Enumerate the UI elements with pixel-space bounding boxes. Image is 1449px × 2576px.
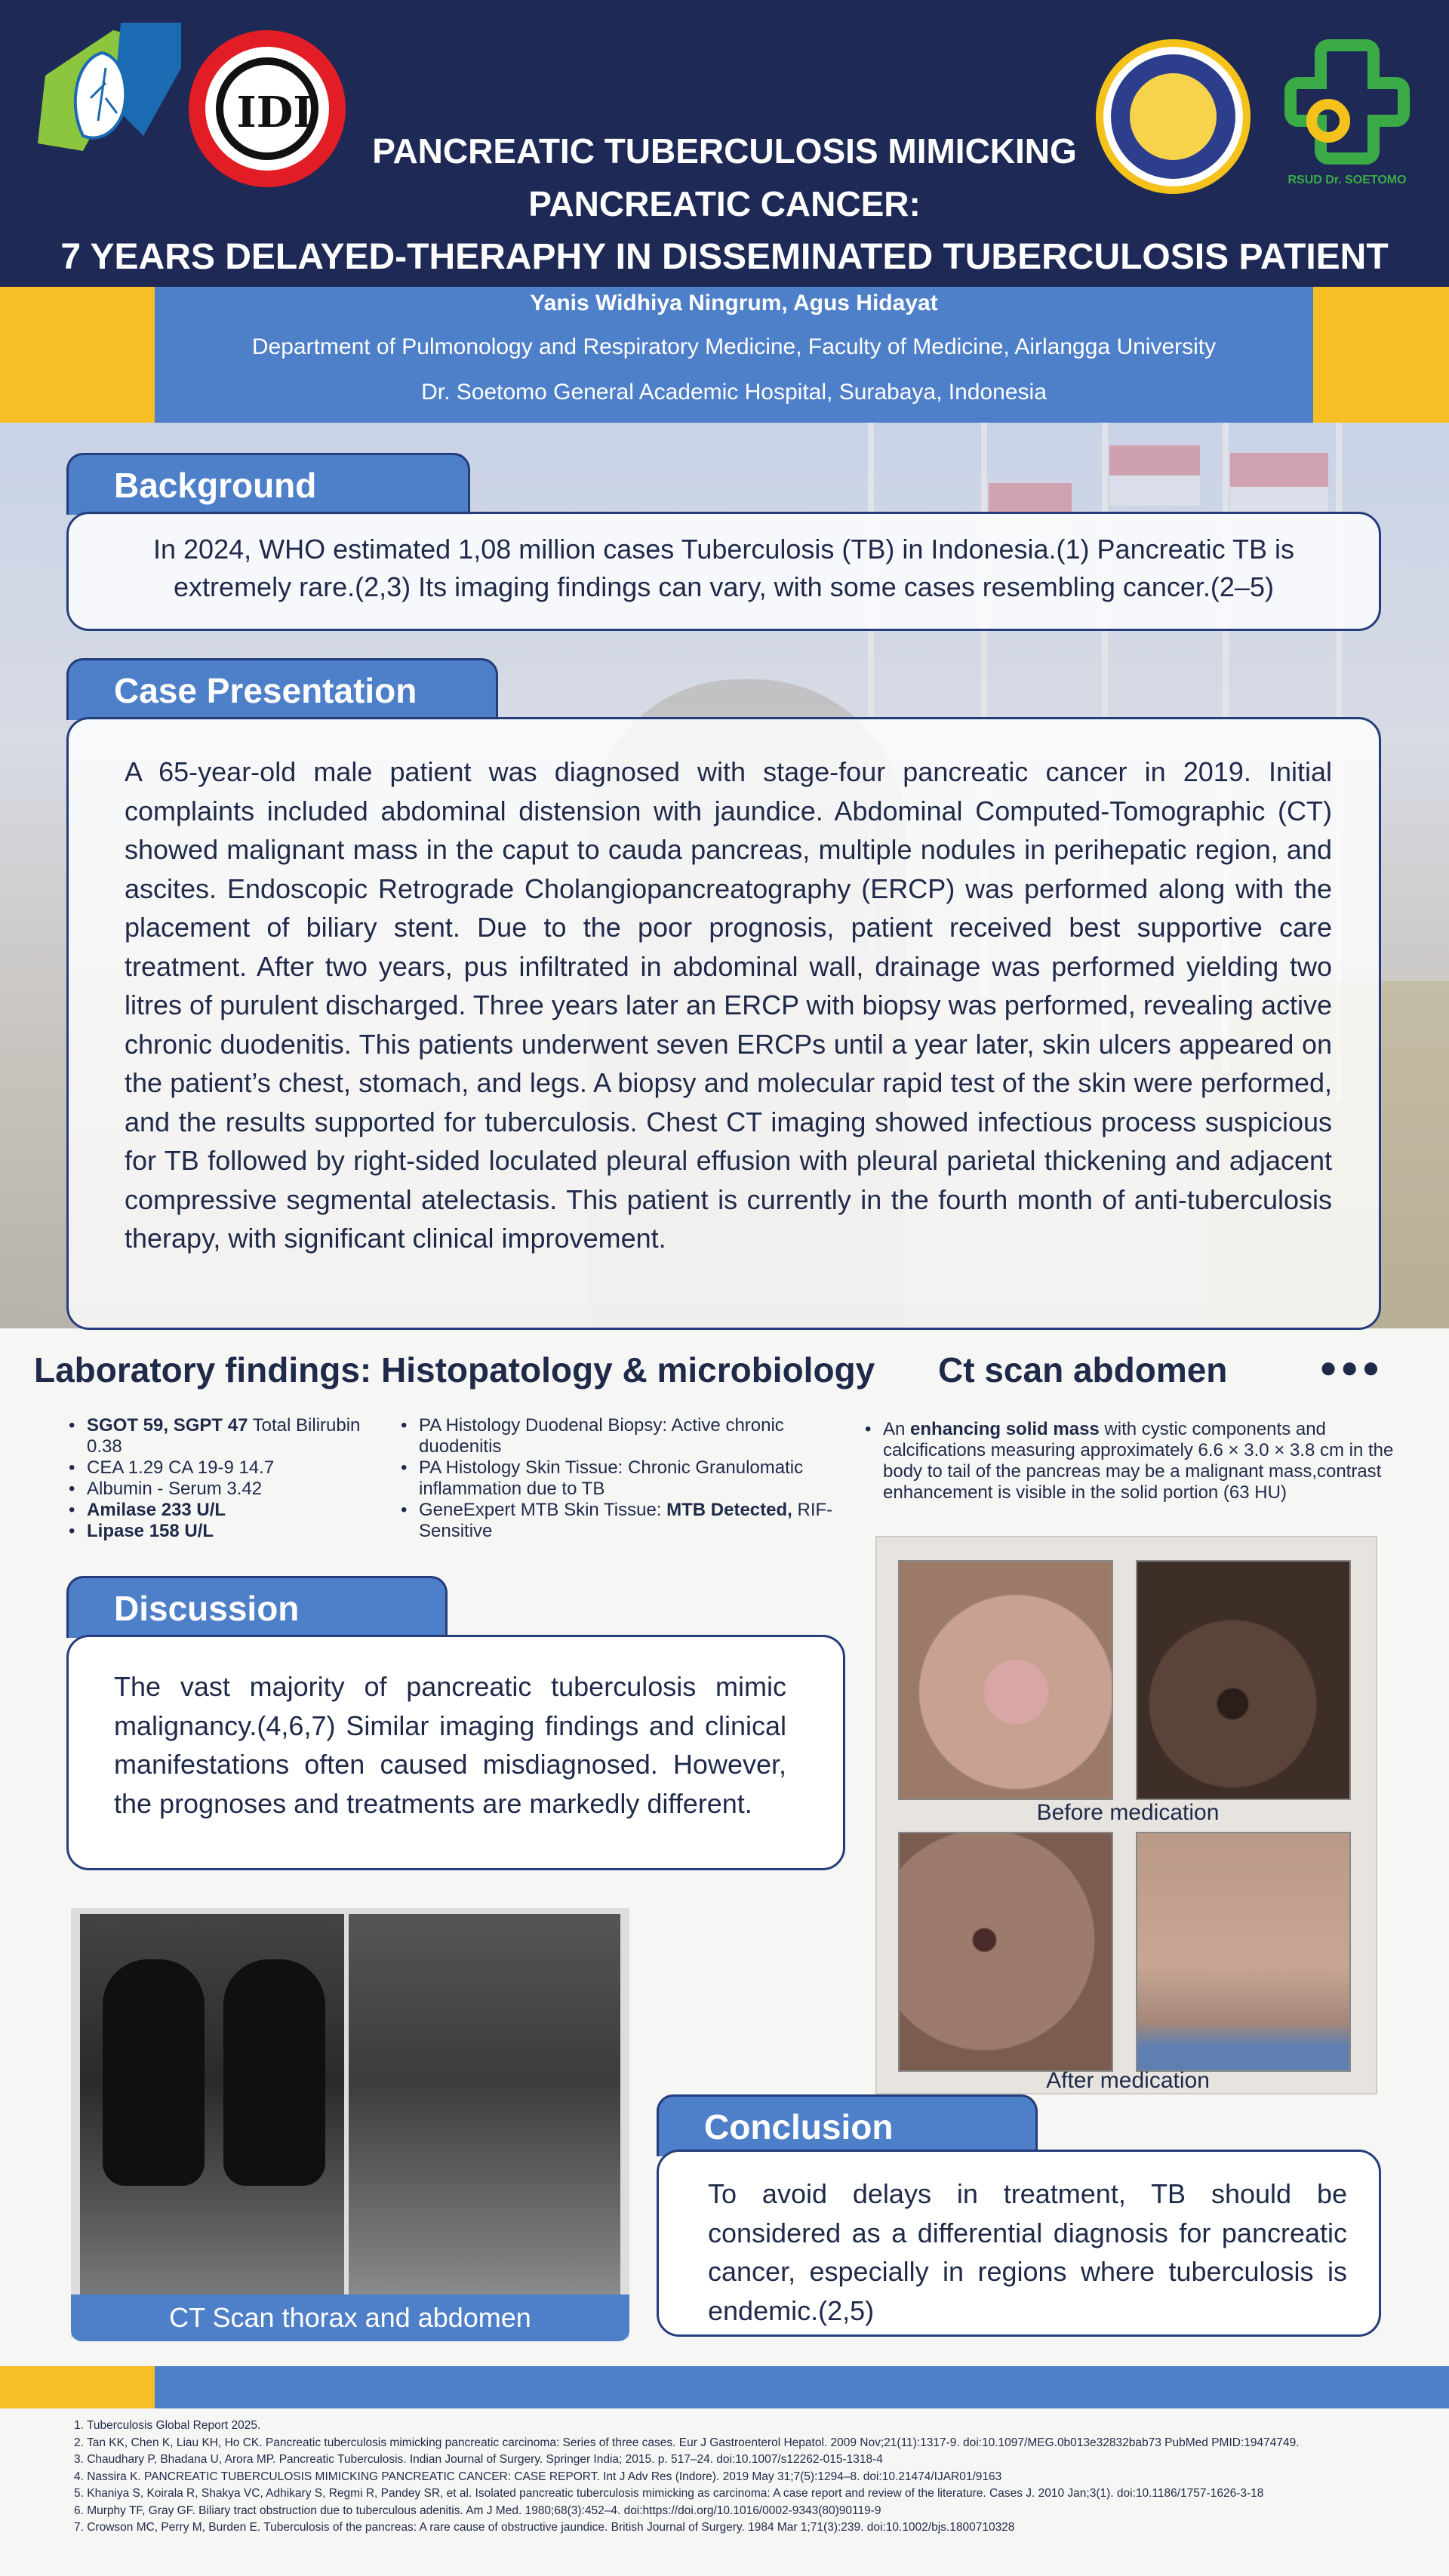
- ct-text: with cystic components and calcifications measuring approximately 6.6 × 3.0 × 3.8 cm in the body to tail of the pancreas may be a malignant mass,contrast enhancement is visible in the solid portion (63 HU): [883, 1419, 1394, 1503]
- photo-after-2: [1136, 1832, 1351, 2072]
- ct-thorax-image: [80, 1914, 344, 2331]
- header-yellow-band-left: [0, 287, 155, 423]
- footer-blue-band: [155, 2366, 1449, 2408]
- affiliation-hospital: Dr. Soetomo General Academic Hospital, Surabaya, Indonesia: [421, 380, 1047, 405]
- reference-item: 4. Nassira K. PANCREATIC TUBERCULOSIS MIMICKING PANCREATIC CANCER: CASE REPORT. Int J Adv Res (Indore). 2019 May 31;7(5):1294–8. doi:10.21474/IJAR01/9163: [74, 2470, 1002, 2483]
- reference-item: 6. Murphy TF, Gray GF. Biliary tract obstruction due to tuberculous adenitis. Am J Med. 1980;68(3):452–4. doi:https://doi.org/10.1016/0002-9343(80)90119-9: [74, 2504, 881, 2517]
- case-presentation-text: A 65-year-old male patient was diagnosed with stage-four pancreatic cancer in 2019. Initial complaints included abdominal distension with jaundice. Abdominal Computed-Tomographic (CT) showed malignant mass in the caput to cauda pancreas, multiple nodules in perihepatic region, and ascites. Endoscopic Retrograde Cholangiopancreatography (ERCP) was performed along with the placement of biliary stent. Due to the poor prognosis, patient received best supportive care treatment. After two years, pus infiltrated in abdominal wall, drainage was performed yielding two litres of purulent discharged. Three years later an ERCP with biopsy was performed, revealing active chronic duodenitis. This patients underwent seven ERCPs until a year later, skin ulcers appeared on the patient’s chest, stomach, and legs. A biopsy and molecular rapid test of the skin were performed, and the results supported for tuberculosis. Chest CT imaging showed infectious process suspicious for TB followed by right-sided loculated pleural effusion with pleural parietal thickening and adjacent compressive segmental atelectasis. This patient is currently in the fourth month of anti-tuberculosis therapy, with significant clinical improvement.: [125, 756, 1332, 1254]
- list-item: [64, 1521, 366, 1542]
- list-item: [396, 1415, 834, 1457]
- case-presentation-heading: Case Presentation: [114, 671, 417, 710]
- histo-item-text: PA Histology Skin Tissue: Chronic Granulomatic inflammation due to TB: [419, 1457, 804, 1499]
- ct-scan-heading: Ct scan abdomen: [938, 1350, 1228, 1390]
- lung-lobe: [103, 1959, 205, 2186]
- ct-findings-list: [860, 1419, 1426, 1503]
- ct-abdomen-image: [349, 1914, 620, 2331]
- discussion-heading: Discussion: [114, 1589, 300, 1628]
- lab-value-bold: Amilase 233 U/L: [87, 1500, 226, 1520]
- idi-logo-text: IDI: [236, 88, 313, 137]
- reference-item: 1. Tuberculosis Global Report 2025.: [74, 2419, 261, 2432]
- ct-scan-image: [71, 1908, 629, 2338]
- reference-item: 3. Chaudhary P, Bhadana U, Arora MP. Pancreatic Tuberculosis. Indian Journal of Surgery. Springer India; 2015. p. 517–24. doi:10.1007/s12262-015-1318-4: [74, 2453, 883, 2466]
- ct-text-bold: enhancing solid mass: [910, 1419, 1100, 1439]
- background-heading: Background: [114, 466, 317, 505]
- list-item: [64, 1457, 366, 1479]
- background-text: In 2024, WHO estimated 1,08 million cases Tuberculosis (TB) in Indonesia.(1) Pancreatic TB is extremely rare.(2,3) Its imaging findings can vary, with some cases resembling cancer.(2–5): [153, 534, 1294, 602]
- lab-value-bold: Lipase 158 U/L: [87, 1521, 214, 1541]
- list-item: [860, 1419, 1426, 1503]
- reference-item: 5. Khaniya S, Koirala R, Shakya VC, Adhikary S, Regmi R, Pandey SR, et al. Isolated pancreatic tuberculosis mimicking as carcinoma: A case report and review of the literature. Cases J. 2010 Jan;3(1). doi:10.1186/1757-1626-3-18: [74, 2487, 1264, 2500]
- list-item: [396, 1500, 834, 1542]
- list-item: [64, 1500, 366, 1521]
- histopathology-list: [396, 1415, 834, 1542]
- rsud-logo-text: RSUD Dr. SOETOMO: [1287, 174, 1407, 186]
- background-heading-tab: [66, 453, 470, 515]
- flag: [1230, 453, 1328, 521]
- affiliation-department: Department of Pulmonology and Respiratory Medicine, Faculty of Medicine, Airlangga University: [251, 334, 1217, 359]
- authors: Yanis Widhiya Ningrum, Agus Hidayat: [530, 291, 938, 315]
- after-medication-label: After medication: [1046, 2068, 1210, 2093]
- histo-item-text: PA Histology Duodenal Biopsy: Active chronic duodenitis: [419, 1415, 784, 1457]
- references-list: [74, 2418, 1432, 2537]
- title-line-2: PANCREATIC CANCER:: [528, 184, 921, 223]
- histopathology-heading: Histopatology & microbiology: [381, 1350, 875, 1390]
- laboratory-findings-list: [64, 1415, 366, 1542]
- ct-text: An: [883, 1419, 911, 1439]
- conclusion-box: [657, 2150, 1381, 2337]
- title-line-1: PANCREATIC TUBERCULOSIS MIMICKING: [372, 131, 1077, 171]
- conclusion-heading-tab: [657, 2094, 1038, 2156]
- histo-item-text: GeneExpert MTB Skin Tissue:: [419, 1500, 667, 1520]
- lab-value: Albumin - Serum 3.42: [87, 1479, 263, 1499]
- lab-value: CEA 1.29 CA 19-9 14.7: [87, 1457, 275, 1478]
- list-item: [64, 1415, 366, 1457]
- ct-scan-caption: CT Scan thorax and abdomen: [71, 2294, 629, 2341]
- flag: [1109, 445, 1200, 506]
- lab-value: Total Bilirubin 0.38: [87, 1415, 361, 1457]
- reference-item: 7. Crowson MC, Perry M, Burden E. Tuberculosis of the pancreas: A rare cause of obstructive jaundice. British Journal of Surgery. 1984 Mar 1;71(3):239. doi:10.1002/bjs.1800710328: [74, 2521, 1015, 2534]
- case-presentation-box: [66, 717, 1381, 1330]
- lab-value-bold: SGOT 59, SGPT 47: [87, 1415, 248, 1436]
- conclusion-heading: Conclusion: [704, 2107, 894, 2147]
- photo-after-1: [898, 1832, 1113, 2072]
- histo-item-bold: MTB Detected,: [666, 1500, 792, 1520]
- discussion-heading-tab: [66, 1576, 448, 1638]
- discussion-text: The vast majority of pancreatic tuberculosis mimic malignancy.(4,6,7) Similar imaging findings and clinical manifestations often caused misdiagnosed. However, the prognoses and treatments are markedly different.: [114, 1671, 786, 1819]
- histo-item-text: RIF-Sensitive: [419, 1500, 833, 1541]
- before-medication-label: Before medication: [1036, 1800, 1220, 1825]
- photo-before-1: [898, 1560, 1113, 1800]
- conclusion-text: To avoid delays in treatment, TB should be considered as a differential diagnosis for pancreatic cancer, especially in regions where tuberculosis is endemic.(2,5): [708, 2178, 1347, 2326]
- reference-item: 2. Tan KK, Chen K, Liau KH, Ho CK. Pancreatic tuberculosis mimicking pancreatic carcinoma: Series of three cases. Eur J Gastroenterol Hepatol. 2009 Nov;21(11):1317-9. doi:10.1097/MEG.0b013e32832bab73 PubMed PMID:19474749.: [74, 2436, 1300, 2449]
- case-presentation-heading-tab: [66, 658, 498, 720]
- lung-lobe: [223, 1959, 325, 2186]
- list-item: [64, 1479, 366, 1500]
- laboratory-findings-heading: Laboratory findings:: [34, 1350, 372, 1390]
- background-box: [66, 512, 1381, 631]
- more-dots-icon: ●●●: [1319, 1351, 1383, 1384]
- discussion-box: [66, 1635, 845, 1870]
- list-item: [396, 1457, 834, 1500]
- photo-before-2: [1136, 1560, 1351, 1800]
- header-yellow-band-right: [1313, 287, 1449, 423]
- patient-photos-panel: [875, 1536, 1377, 2094]
- poster-title: [0, 125, 1449, 285]
- title-line-3: 7 YEARS DELAYED-THERAPHY IN DISSEMINATED TUBERCULOSIS PATIENT: [60, 237, 1389, 277]
